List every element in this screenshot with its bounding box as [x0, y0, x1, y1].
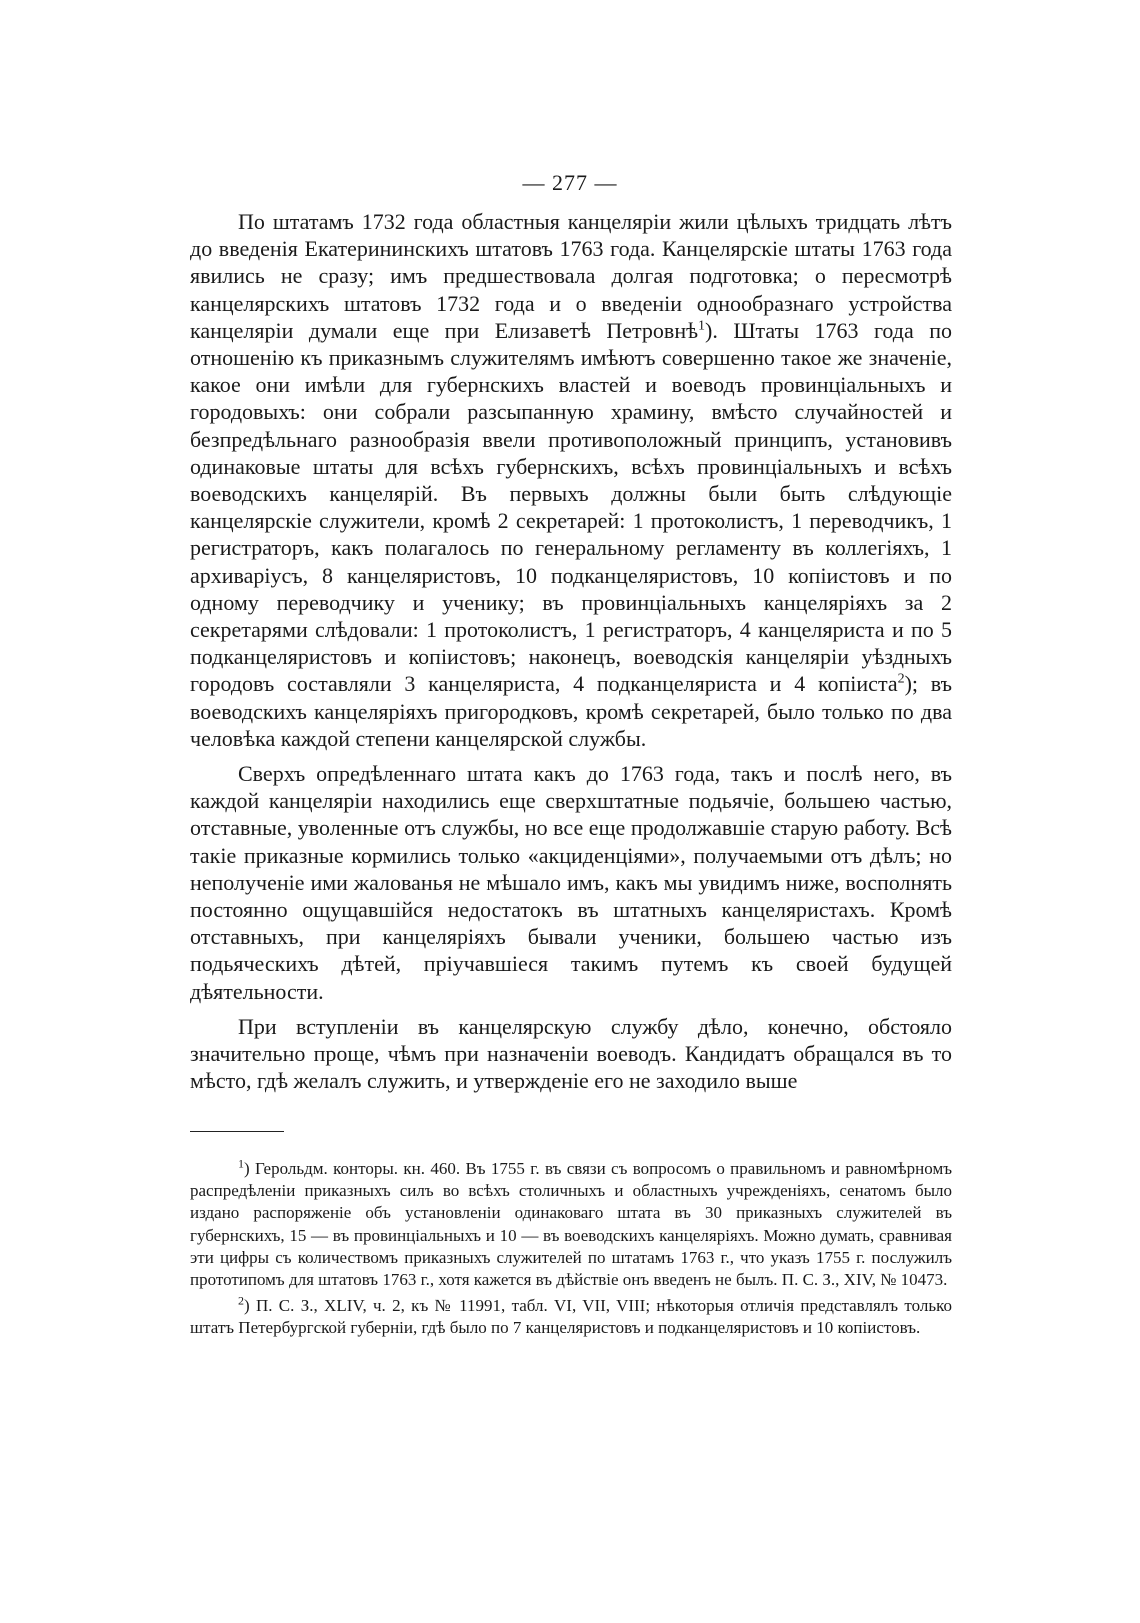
footnote-1-text: ) Герольдм. конторы. кн. 460. Въ 1755 г. въ связи съ вопросомъ о правильномъ и равномѣрномъ распредѣленіи приказныхъ силъ во всѣхъ столичныхъ и областныхъ учрежденіяхъ, сенатомъ было издано распоряженіе объ установленіи одинаковаго штата въ 30 приказныхъ служителей въ губернскихъ, 15 — въ провинціальныхъ и 10 — въ воеводскихъ канцеляріяхъ. Можно думать, сравнивая эти цифры съ количествомъ приказныхъ служителей по штатамъ 1763 г., что указъ 1755 г. послужилъ прототипомъ для штатовъ 1763 г., хотя кажется въ дѣйствіе онъ введенъ не былъ. П. С. З., XIV, № 10473.: [190, 1159, 952, 1290]
footnote-2: [190, 1295, 952, 1339]
paragraph-2: Сверхъ опредѣленнаго штата какъ до 1763 года, такъ и послѣ него, въ каждой канцеляріи находились еще сверхштатные подьячіе, большею частью, отставные, уволенные отъ службы, но все еще продолжавшіе старую работу. Всѣ такіе приказные кормились только «акциденціями», получаемыми отъ дѣлъ; но неполученіе ими жалованья не мѣшало имъ, какъ мы увидимъ ниже, восполнять постоянно ощущавшійся недостатокъ въ штатныхъ канцеляристахъ. Кромѣ отставныхъ, при канцеляріяхъ бывали ученики, большею частью изъ подьяческихъ дѣтей, пріучавшіеся такимъ путемъ къ своей будущей дѣятельности.: [190, 761, 952, 1004]
paragraph-1-part-1: По штатамъ 1732 года областныя канцеляріи жили цѣлыхъ тридцать лѣтъ до введенія Екатерининскихъ штатовъ 1763 года. Канцелярскіе штаты 1763 года явились не сразу; имъ предшествовала долгая подготовка; о пересмотрѣ канцелярскихъ штатовъ 1732 года и о введеніи однообразнаго устройства канцеляріи думали еще при Елизаветѣ Петровнѣ: [190, 209, 952, 343]
paragraph-1: [190, 208, 952, 752]
footnote-ref-1: 1: [698, 318, 706, 334]
footnote-2-mark: 2: [238, 1293, 244, 1308]
footnote-1-mark: 1: [238, 1156, 244, 1171]
paragraph-3: При вступленіи въ канцелярскую службу дѣло, конечно, обстояло значительно проще, чѣмъ при назначеніи воеводъ. Кандидатъ обращался въ то мѣсто, гдѣ желалъ служить, и утвержденіе его не заходило выше: [190, 1013, 952, 1094]
footnote-1: [190, 1158, 952, 1291]
footnote-divider: [190, 1131, 284, 1132]
footnotes: [190, 1158, 952, 1340]
body-text: [190, 208, 952, 1095]
footnote-2-text: ) П. С. З., XLIV, ч. 2, къ № 11991, табл. VI, VII, VIII; нѣкоторыя отличія представлялъ только штатъ Петербургской губерніи, гдѣ было по 7 канцеляристовъ и подканцеляристовъ и 10 копіистовъ.: [190, 1296, 952, 1338]
page-number: — 277 —: [522, 170, 618, 195]
paragraph-1-part-2: ). Штаты 1763 года по отношенію къ приказнымъ служителямъ имѣютъ совершенно такое же значеніе, какое они имѣли для губернскихъ властей и воеводъ провинціальныхъ и городовыхъ: они собрали разсыпанную храмину, вмѣсто случайностей и безпредѣльнаго разнообразія ввели противоположный принципъ, установивъ одинаковые штаты для всѣхъ губернскихъ, всѣхъ провинціальныхъ и всѣхъ воеводскихъ канцелярій. Въ первыхъ должны были быть слѣдующіе канцелярскіе служители, кромѣ 2 секретарей: 1 протоколистъ, 1 переводчикъ, 1 регистраторъ, какъ полагалось по генеральному регламенту въ коллегіяхъ, 1 архиваріусъ, 8 канцеляристовъ, 10 подканцеляристовъ, 10 копіистовъ и по одному переводчику и ученику; въ провинціальныхъ канцеляріяхъ за 2 секретарями слѣдовали: 1 протоколистъ, 1 регистраторъ, 4 канцеляриста и по 5 подканцеляристовъ и копіистовъ; наконецъ, воеводскія канцеляріи уѣздныхъ городовъ составляли 3 канцеляриста, 4 подканцеляриста и 4 копіиста: [190, 317, 952, 697]
footnote-ref-2: 2: [897, 672, 905, 688]
paragraph-1-part-3: ); въ воеводскихъ канцеляріяхъ пригородковъ, кромѣ секретарей, было только по два человѣка каждой степени канцелярской службы.: [190, 671, 952, 751]
